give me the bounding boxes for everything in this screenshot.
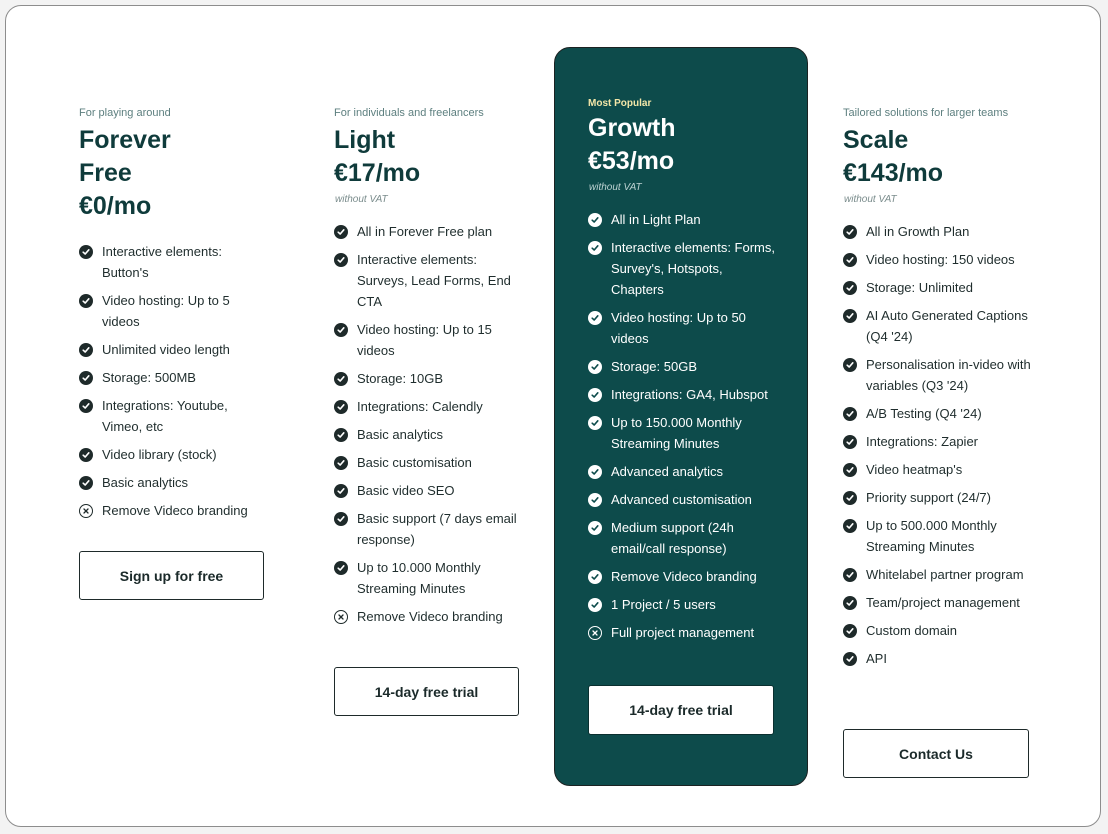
check-icon — [843, 463, 857, 477]
feature-list — [334, 221, 519, 627]
cross-circle-icon — [588, 626, 602, 640]
feature-text: 1 Project / 5 users — [611, 597, 716, 612]
plan-card-forever-free — [79, 107, 259, 528]
check-icon — [843, 491, 857, 505]
check-icon — [79, 476, 93, 490]
feature-item — [588, 412, 778, 454]
feature-text: Video hosting: Up to 5 videos — [102, 293, 230, 329]
feature-item — [79, 500, 259, 521]
feature-text: All in Growth Plan — [866, 224, 970, 239]
feature-text: AI Auto Generated Captions (Q4 '24) — [866, 308, 1028, 344]
feature-text: Video hosting: Up to 15 videos — [357, 322, 492, 358]
growth-trial-button[interactable]: 14-day free trial — [588, 685, 774, 735]
check-icon — [843, 309, 857, 323]
check-icon — [79, 371, 93, 385]
feature-text: Storage: 50GB — [611, 359, 697, 374]
check-icon — [588, 521, 602, 535]
feature-text: Personalisation in-video with variables (Q3 '24) — [866, 357, 1031, 393]
check-icon — [588, 388, 602, 402]
check-icon — [843, 652, 857, 666]
feature-item — [79, 339, 259, 360]
feature-text: Priority support (24/7) — [866, 490, 991, 505]
check-icon — [334, 484, 348, 498]
feature-item — [843, 648, 1038, 669]
feature-text: Basic analytics — [102, 475, 188, 490]
feature-text: Up to 10.000 Monthly Streaming Minutes — [357, 560, 481, 596]
feature-text: Basic analytics — [357, 427, 443, 442]
feature-item — [843, 305, 1038, 347]
plan-price: €53/mo — [588, 147, 675, 175]
feature-item — [79, 367, 259, 388]
feature-text: Up to 500.000 Monthly Streaming Minutes — [866, 518, 997, 554]
feature-text: Integrations: Calendly — [357, 399, 483, 414]
feature-item — [843, 592, 1038, 613]
feature-item — [334, 424, 519, 445]
feature-text: API — [866, 651, 887, 666]
feature-text: Advanced analytics — [611, 464, 724, 479]
feature-item — [588, 489, 778, 510]
feature-text: Team/project management — [866, 595, 1020, 610]
check-icon — [334, 400, 348, 414]
feature-item — [588, 209, 778, 230]
check-icon — [843, 568, 857, 582]
feature-item — [843, 249, 1038, 270]
check-icon — [843, 596, 857, 610]
vat-note: without VAT — [589, 182, 642, 193]
feature-item — [334, 249, 519, 312]
feature-item — [334, 221, 519, 242]
check-icon — [588, 416, 602, 430]
feature-item — [843, 277, 1038, 298]
feature-item — [843, 403, 1038, 424]
check-icon — [334, 323, 348, 337]
feature-item — [79, 472, 259, 493]
feature-item — [843, 620, 1038, 641]
light-trial-button[interactable]: 14-day free trial — [334, 667, 519, 716]
check-icon — [843, 435, 857, 449]
check-icon — [588, 598, 602, 612]
feature-text: All in Light Plan — [611, 212, 701, 227]
check-icon — [79, 245, 93, 259]
feature-text: Remove Videco branding — [357, 609, 503, 624]
feature-text: Interactive elements: Button's — [102, 244, 222, 280]
feature-list — [588, 209, 778, 643]
feature-item — [334, 452, 519, 473]
plan-tagline: For playing around — [79, 107, 171, 119]
check-icon — [843, 407, 857, 421]
check-icon — [334, 225, 348, 239]
check-icon — [588, 570, 602, 584]
feature-text: Whitelabel partner program — [866, 567, 1024, 582]
feature-text: Custom domain — [866, 623, 958, 638]
feature-text: Medium support (24h email/call response) — [611, 520, 734, 556]
check-icon — [334, 561, 348, 575]
check-icon — [843, 358, 857, 372]
plan-card-light — [334, 107, 519, 634]
vat-note: without VAT — [335, 194, 388, 205]
plan-price: €17/mo — [334, 159, 421, 187]
check-icon — [588, 213, 602, 227]
check-icon — [588, 493, 602, 507]
feature-text: Storage: Unlimited — [866, 280, 973, 295]
check-icon — [79, 294, 93, 308]
feature-item — [843, 221, 1038, 242]
plan-tagline: Tailored solutions for larger teams — [843, 107, 1009, 119]
feature-text: A/B Testing (Q4 '24) — [866, 406, 982, 421]
plan-tagline: For individuals and freelancers — [334, 107, 484, 119]
feature-item — [588, 566, 778, 587]
feature-item — [334, 368, 519, 389]
feature-item — [843, 354, 1038, 396]
feature-text: Interactive elements: Surveys, Lead Forms, End CTA — [357, 252, 511, 309]
feature-item — [334, 396, 519, 417]
check-icon — [334, 428, 348, 442]
sign-up-free-button[interactable]: Sign up for free — [79, 551, 264, 600]
check-icon — [843, 225, 857, 239]
feature-item — [334, 508, 519, 550]
feature-text: Unlimited video length — [102, 342, 230, 357]
feature-text: Full project management — [611, 625, 755, 640]
feature-text: Advanced customisation — [611, 492, 752, 507]
plan-price: €0/mo — [79, 192, 152, 220]
check-icon — [588, 465, 602, 479]
feature-text: Interactive elements: Forms, Survey's, Hotspots, Chapters — [611, 240, 775, 297]
check-icon — [334, 512, 348, 526]
check-icon — [79, 343, 93, 357]
feature-text: All in Forever Free plan — [357, 224, 493, 239]
feature-item — [79, 444, 259, 465]
check-icon — [843, 519, 857, 533]
feature-item — [79, 290, 259, 332]
feature-text: Basic video SEO — [357, 483, 455, 498]
feature-text: Integrations: Youtube, Vimeo, etc — [102, 398, 228, 434]
feature-text: Video heatmap's — [866, 462, 963, 477]
check-icon — [79, 399, 93, 413]
cross-circle-icon — [79, 504, 93, 518]
feature-item — [843, 515, 1038, 557]
most-popular-badge: Most Popular — [588, 98, 652, 109]
feature-item — [588, 461, 778, 482]
feature-text: Video hosting: 150 videos — [866, 252, 1015, 267]
contact-us-button[interactable]: Contact Us — [843, 729, 1029, 778]
check-icon — [334, 372, 348, 386]
check-icon — [843, 624, 857, 638]
plan-name: Scale — [843, 126, 909, 154]
feature-list — [79, 241, 259, 521]
feature-item — [843, 431, 1038, 452]
plan-name: Growth — [588, 114, 676, 142]
check-icon — [588, 311, 602, 325]
feature-item — [588, 356, 778, 377]
feature-text: Integrations: GA4, Hubspot — [611, 387, 768, 402]
feature-text: Storage: 10GB — [357, 371, 443, 386]
feature-text: Up to 150.000 Monthly Streaming Minutes — [611, 415, 742, 451]
feature-text: Video hosting: Up to 50 videos — [611, 310, 746, 346]
plan-name-line2: Free — [79, 159, 132, 187]
feature-text: Remove Videco branding — [102, 503, 248, 518]
feature-item — [588, 384, 778, 405]
feature-list — [843, 221, 1038, 669]
check-icon — [843, 281, 857, 295]
cross-circle-icon — [334, 610, 348, 624]
check-icon — [588, 241, 602, 255]
feature-item — [588, 517, 778, 559]
check-icon — [334, 456, 348, 470]
check-icon — [588, 360, 602, 374]
feature-item — [334, 557, 519, 599]
vat-note: without VAT — [844, 194, 897, 205]
plan-card-growth — [588, 98, 778, 650]
plan-name — [79, 124, 259, 190]
feature-text: Video library (stock) — [102, 447, 217, 462]
check-icon — [334, 253, 348, 267]
feature-item — [334, 319, 519, 361]
feature-item — [588, 622, 778, 643]
feature-item — [588, 237, 778, 300]
plan-name: Light — [334, 126, 396, 154]
feature-item — [843, 459, 1038, 480]
feature-text: Storage: 500MB — [102, 370, 196, 385]
check-icon — [843, 253, 857, 267]
feature-item — [79, 241, 259, 283]
feature-item — [588, 307, 778, 349]
feature-item — [334, 606, 519, 627]
check-icon — [79, 448, 93, 462]
feature-item — [843, 487, 1038, 508]
feature-item — [843, 564, 1038, 585]
feature-text: Integrations: Zapier — [866, 434, 979, 449]
feature-item — [334, 480, 519, 501]
plan-name-line1: Forever — [79, 126, 171, 154]
plan-price: €143/mo — [843, 159, 944, 187]
plan-card-scale — [843, 107, 1038, 676]
feature-item — [588, 594, 778, 615]
feature-text: Basic customisation — [357, 455, 472, 470]
feature-text: Basic support (7 days email response) — [357, 511, 517, 547]
feature-item — [79, 395, 259, 437]
feature-text: Remove Videco branding — [611, 569, 757, 584]
